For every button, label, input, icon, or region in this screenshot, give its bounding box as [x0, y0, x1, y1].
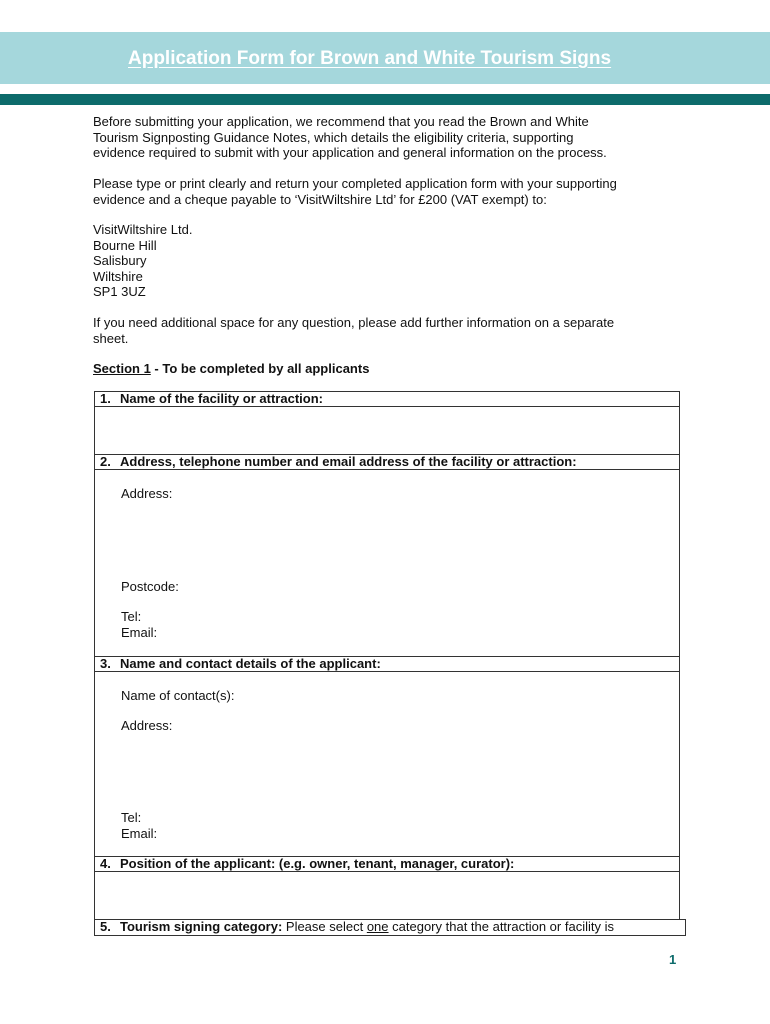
q3-label [100, 657, 381, 671]
address-line: SP1 3UZ [93, 284, 146, 299]
q2-address-field[interactable]: Address: [121, 486, 173, 501]
address-line: Wiltshire [93, 268, 143, 284]
q5-text: Tourism signing category: [120, 919, 283, 934]
q3-tel-field[interactable]: Tel: [121, 810, 142, 825]
page-title: Application Form for Brown and White Tourism Signs [128, 48, 612, 69]
section-heading [93, 361, 369, 376]
intro-line: evidence and a cheque payable to ‘VisitWiltshire Ltd’ for £200 (VAT exempt) to: [93, 191, 547, 207]
q1-text: Name of the facility or attraction: [120, 391, 323, 406]
q1-label [100, 392, 323, 406]
q4-number: 4. [100, 856, 111, 871]
q4-text: Position of the applicant: (e.g. owner, tenant, manager, curator): [120, 856, 515, 871]
address-line: Salisbury [93, 253, 147, 268]
intro-line: Before submitting your application, we recommend that you read the Brown and White [93, 114, 589, 129]
q5-number: 5. [100, 919, 111, 934]
section-description: - To be completed by all applicants [150, 361, 370, 376]
q2-text: Address, telephone number and email address of the facility or attraction: [120, 454, 577, 469]
intro-paragraph-1 [93, 114, 607, 161]
q3-text: Name and contact details of the applicant: [120, 656, 381, 671]
address-line: Bourne Hill [93, 237, 157, 253]
postal-address [93, 222, 192, 300]
q5-label [100, 920, 614, 934]
intro-line: evidence required to submit with your application and general information on the process. [93, 145, 607, 160]
q3-contact-field[interactable]: Name of contact(s): [121, 688, 235, 703]
q5-instruction: Please select [282, 919, 367, 934]
address-line: VisitWiltshire Ltd. [93, 222, 193, 237]
header-rule [0, 94, 770, 105]
intro-line: sheet. [93, 330, 129, 346]
q4-label [100, 857, 514, 871]
intro-paragraph-3 [93, 315, 614, 346]
section-number: Section 1 [93, 361, 151, 376]
q2-postcode-field[interactable]: Postcode: [121, 579, 179, 594]
q3-address-field[interactable]: Address: [121, 718, 173, 733]
q2-tel-field[interactable]: Tel: [121, 609, 142, 624]
q2-label [100, 455, 577, 469]
q1-number: 1. [100, 391, 111, 406]
intro-line: Tourism Signposting Guidance Notes, which details the eligibility criteria, supporting [93, 129, 574, 145]
q4-answer-field[interactable] [95, 872, 679, 919]
q5-instruction-rest: category that the attraction or facility is [388, 919, 614, 934]
q1-answer-field[interactable] [95, 407, 679, 454]
q3-number: 3. [100, 656, 111, 671]
page-number: 1 [669, 952, 677, 967]
q2-email-field[interactable]: Email: [121, 625, 158, 640]
q5-instruction-emphasis: one [366, 919, 389, 934]
intro-line: If you need additional space for any question, please add further information on a separate [93, 315, 615, 330]
q2-number: 2. [100, 454, 111, 469]
intro-line: Please type or print clearly and return your completed application form with your supporting [93, 176, 617, 191]
intro-paragraph-2 [93, 176, 617, 207]
q3-email-field[interactable]: Email: [121, 826, 158, 841]
